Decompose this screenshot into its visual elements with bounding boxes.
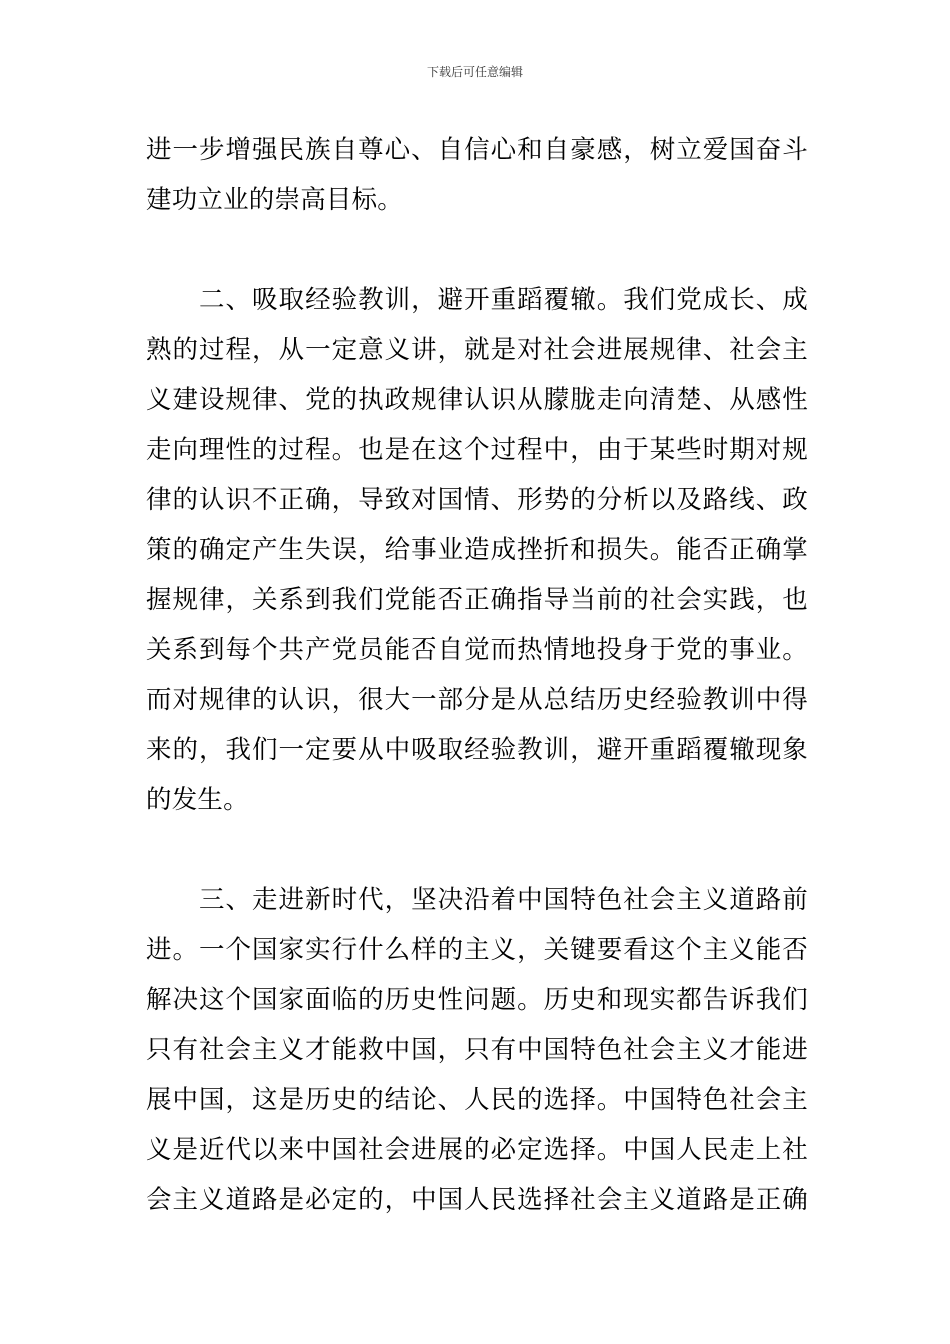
text-line: 解决这个国家面临的历史性问题。历史和现实都告诉我们 [146, 985, 808, 1015]
text-line: 二、吸取经验教训，避开重蹈覆辙。我们党成长、成 [146, 285, 808, 315]
paragraph-2 [146, 275, 808, 825]
text-line: 进。一个国家实行什么样的主义，关键要看这个主义能否 [146, 935, 808, 965]
text-line: 展中国，这是历史的结论、人民的选择。中国特色社会主 [146, 1085, 808, 1115]
text-line: 只有社会主义才能救中国，只有中国特色社会主义才能进 [146, 1035, 808, 1065]
text-line: 义是近代以来中国社会进展的必定选择。中国人民走上社 [146, 1135, 808, 1165]
paragraph-1 [146, 125, 808, 225]
paragraph-3 [146, 875, 808, 1225]
text-line: 握规律，关系到我们党能否正确指导当前的社会实践，也 [146, 585, 808, 615]
text-line: 而对规律的认识，很大一部分是从总结历史经验教训中得 [146, 685, 808, 715]
text-line: 走向理性的过程。也是在这个过程中，由于某些时期对规 [146, 435, 808, 465]
text-line: 来的，我们一定要从中吸取经验教训，避开重蹈覆辙现象 [146, 735, 808, 765]
paragraph-spacer [146, 225, 808, 275]
document-body [146, 125, 808, 1225]
text-line: 的发生。 [146, 785, 249, 815]
text-line: 义建设规律、党的执政规律认识从朦胧走向清楚、从感性 [146, 385, 808, 415]
text-line: 建功立业的崇高目标。 [146, 185, 404, 215]
text-line: 策的确定产生失误，给事业造成挫折和损失。能否正确掌 [146, 535, 808, 565]
text-line: 会主义道路是必定的，中国人民选择社会主义道路是正确 [146, 1185, 808, 1215]
text-line: 关系到每个共产党员能否自觉而热情地投身于党的事业。 [146, 635, 808, 665]
page-header-note: 下载后可任意编辑 [426, 65, 523, 79]
paragraph-spacer [146, 825, 808, 875]
text-line: 进一步增强民族自尊心、自信心和自豪感，树立爱国奋斗 [146, 135, 808, 165]
text-line: 三、走进新时代，坚决沿着中国特色社会主义道路前 [146, 885, 808, 915]
text-line: 律的认识不正确，导致对国情、形势的分析以及路线、政 [146, 485, 808, 515]
text-line: 熟的过程，从一定意义讲，就是对社会进展规律、社会主 [146, 335, 808, 365]
